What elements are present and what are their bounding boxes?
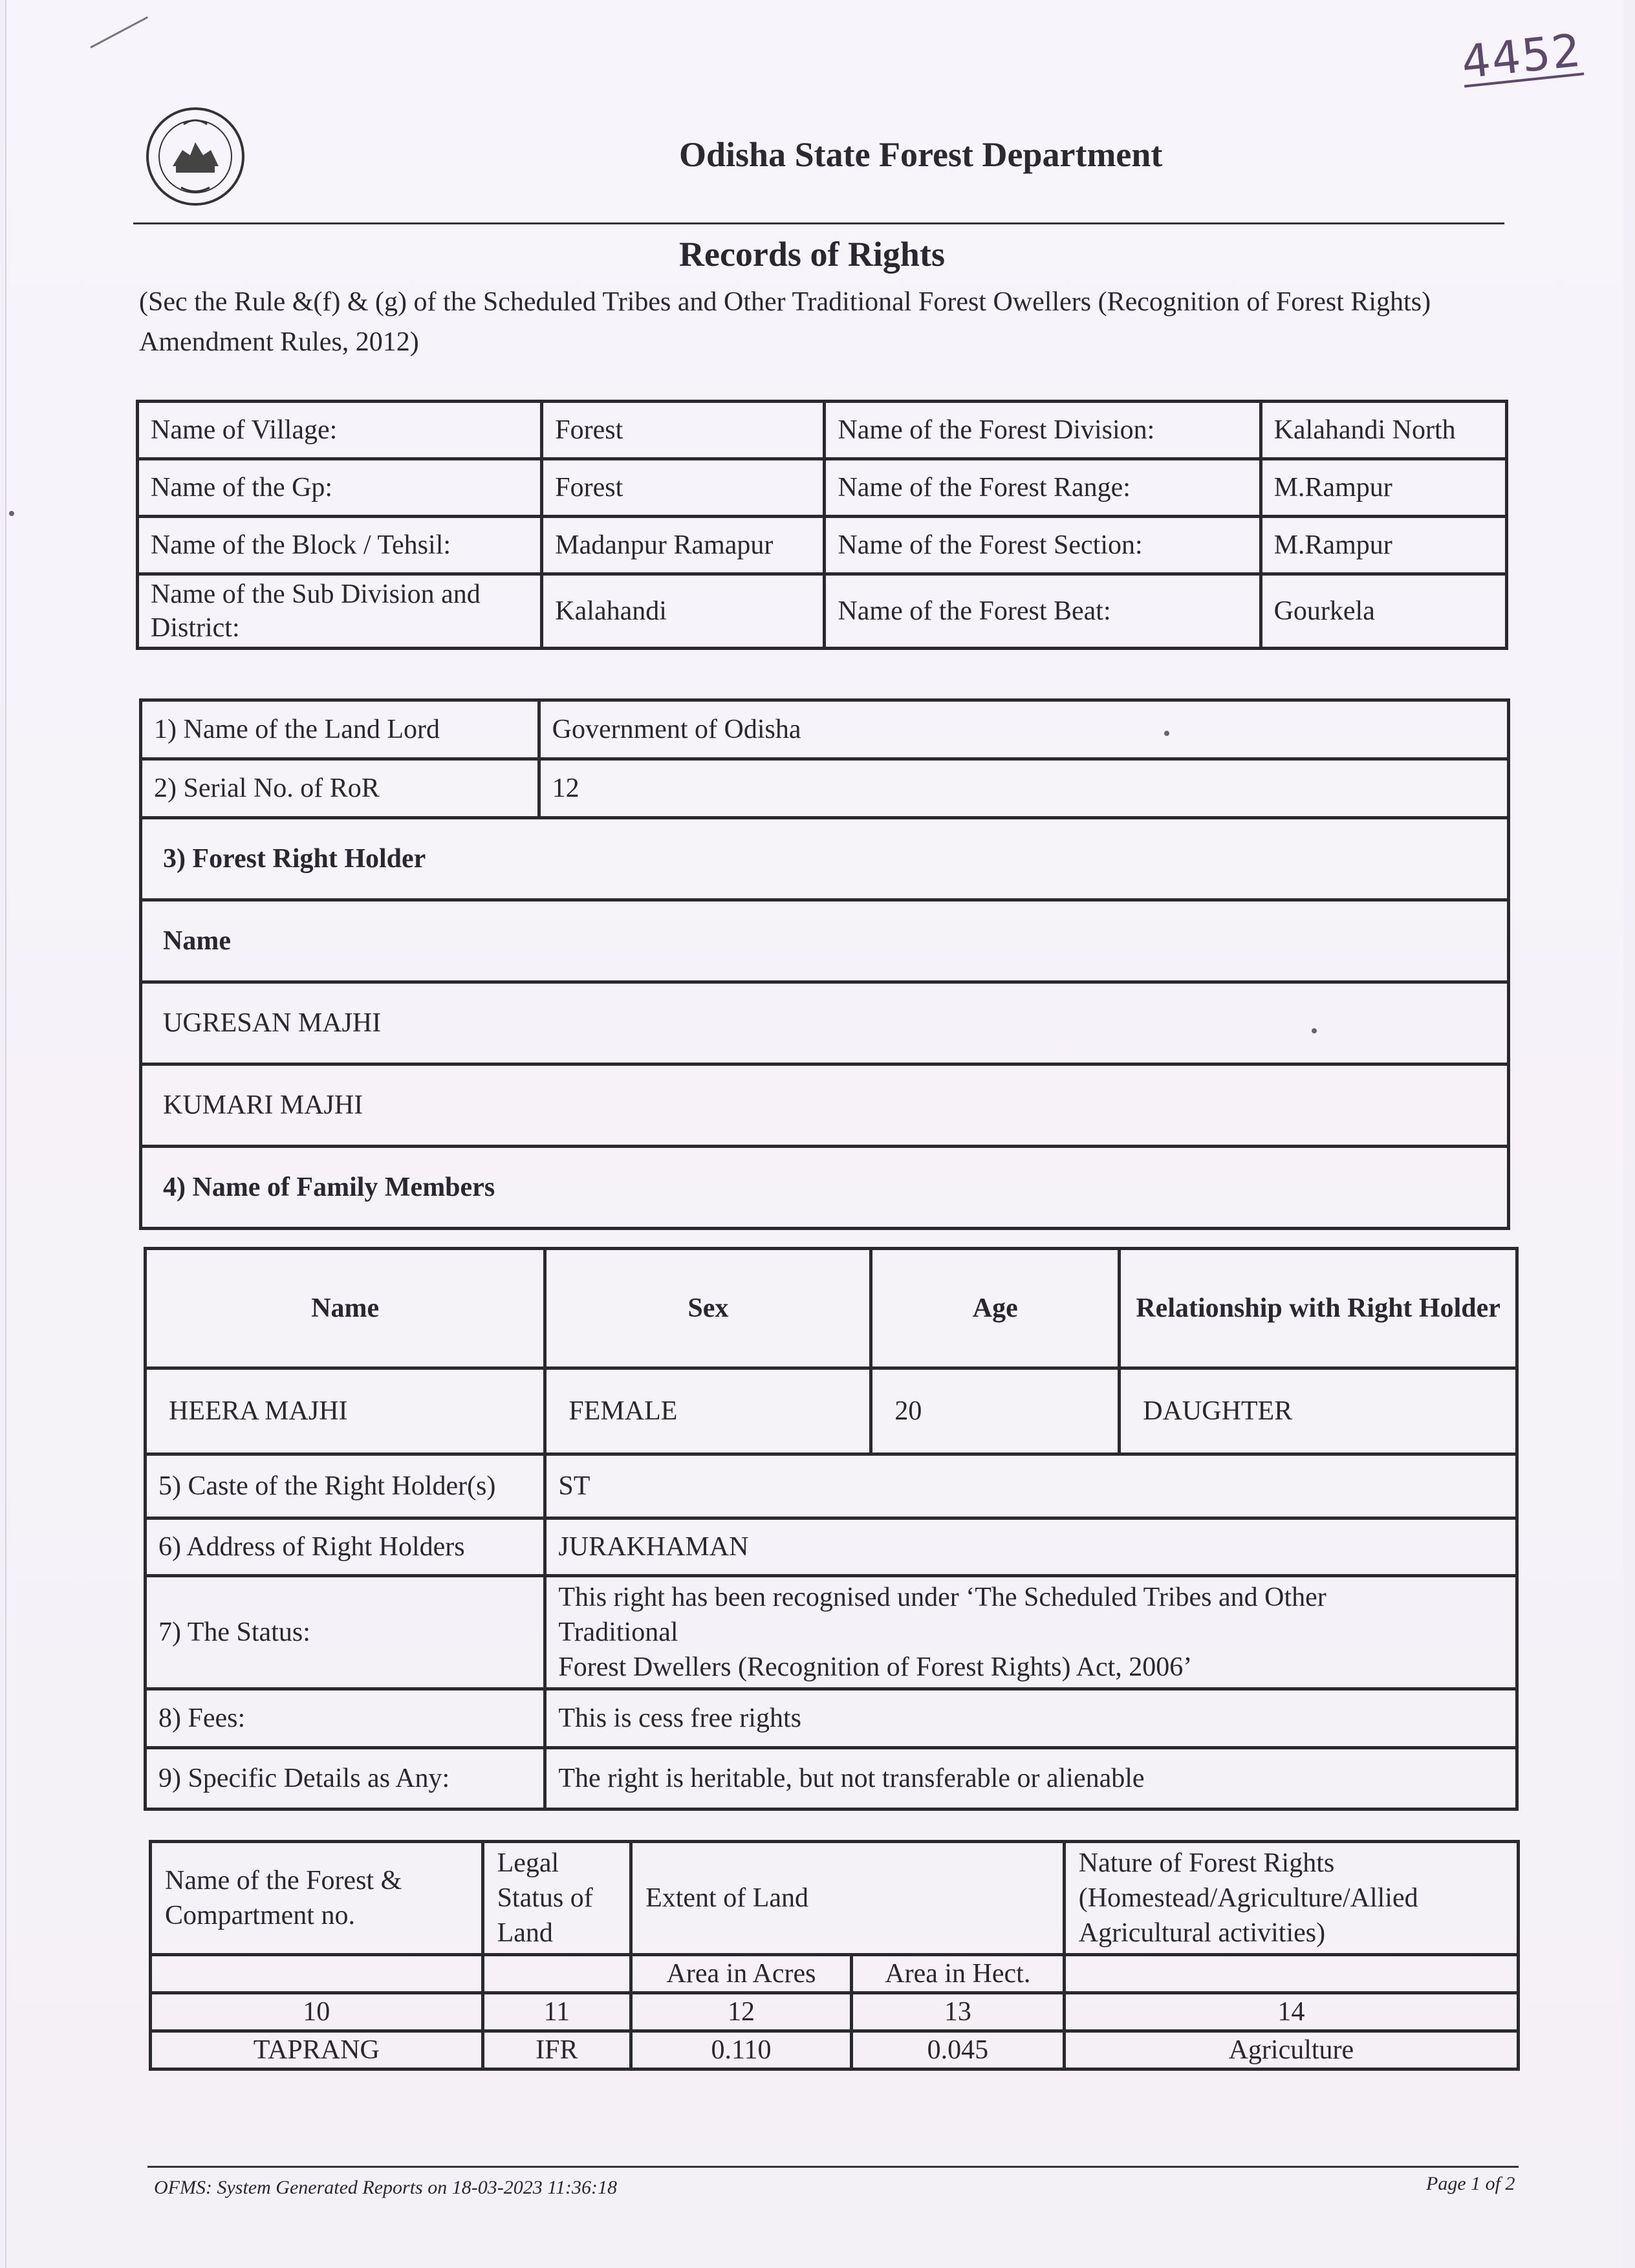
table-row [141, 818, 1509, 900]
status-value [545, 1576, 1517, 1689]
nature-cell: Agriculture [1064, 2031, 1518, 2069]
document-subtitle: (Sec the Rule &(f) & (g) of the Scheduled Tribes and Other Traditional Forest Owellers (Recognition of Forest Rights) Amendment Rules, 2012) [139, 287, 1431, 357]
department-title: Odisha State Forest Department [679, 135, 1163, 174]
nature-header: Nature of Forest Rights (Homestead/Agriculture/Allied Agricultural activities) [1064, 1842, 1518, 1955]
address-label: 6) Address of Right Holders [146, 1518, 545, 1576]
table-row [141, 759, 1509, 818]
status-line: This right has been recognised under ‘The Scheduled Tribes and Other [558, 1582, 1326, 1612]
table-row [151, 2031, 1519, 2069]
empty-cell [151, 1955, 483, 1993]
gp-label: Name of the Gp: [138, 459, 542, 517]
forest-division-value: Kalahandi North [1261, 402, 1506, 459]
land-table [149, 1840, 1520, 2071]
subdivision-value: Kalahandi [542, 574, 825, 649]
forest-compartment-header: Name of the Forest & Compartment no. [151, 1842, 483, 1955]
table-row [151, 1955, 1519, 1993]
family-sex-header: Sex [545, 1249, 871, 1368]
document-title: Records of Rights [679, 235, 945, 274]
family-table [144, 1247, 1519, 1811]
subdivision-label: Name of the Sub Division and District: [138, 574, 542, 649]
family-relationship-cell: DAUGHTER [1120, 1368, 1517, 1454]
forest-section-value: M.Rampur [1261, 517, 1506, 574]
family-heading: 4) Name of Family Members [141, 1147, 1509, 1229]
table-row [138, 459, 1507, 517]
empty-cell [482, 1955, 631, 1993]
table-row [151, 1993, 1519, 2031]
caste-label: 5) Caste of the Right Holder(s) [146, 1454, 545, 1518]
column-number: 14 [1064, 1993, 1518, 2031]
footer-generated-info: OFMS: System Generated Reports on 18-03-2023 11:36:18 [154, 2177, 617, 2198]
family-name-cell: HEERA MAJHI [146, 1368, 545, 1454]
table-row [141, 1147, 1509, 1229]
forest-range-label: Name of the Forest Range: [825, 459, 1261, 517]
speck [9, 511, 14, 516]
table-row [146, 1576, 1517, 1689]
acres-header: Area in Acres [631, 1955, 852, 1993]
table-row [141, 982, 1509, 1064]
village-value: Forest [542, 402, 825, 459]
document-page [5, 0, 1623, 2268]
table-row [146, 1368, 1517, 1454]
handwritten-number: 4452 [1459, 23, 1585, 89]
land-lord-label: 1) Name of the Land Lord [141, 700, 539, 759]
holder-name: UGRESAN MAJHI [141, 982, 1509, 1064]
area-acres-cell: 0.110 [631, 2031, 852, 2069]
table-row [146, 1249, 1517, 1368]
table-row [141, 900, 1509, 982]
forest-beat-label: Name of the Forest Beat: [825, 574, 1261, 649]
legal-status-header: Legal Status of Land [482, 1842, 631, 1955]
table-row [141, 1064, 1509, 1147]
table-row [138, 574, 1507, 649]
table-row [146, 1748, 1517, 1809]
pencil-mark [90, 16, 148, 49]
table-row [151, 1842, 1519, 1955]
table-row [138, 517, 1507, 574]
table-row [141, 700, 1509, 759]
family-sex-cell: FEMALE [545, 1368, 871, 1454]
fees-value: This is cess free rights [545, 1689, 1517, 1748]
serial-label: 2) Serial No. of RoR [141, 759, 539, 818]
village-label: Name of Village: [138, 402, 542, 459]
status-label: 7) The Status: [146, 1576, 545, 1689]
forest-division-label: Name of the Forest Division: [825, 402, 1261, 459]
forest-beat-value: Gourkela [1261, 574, 1506, 649]
status-line: Forest Dwellers (Recognition of Forest Rights) Act, 2006’ [558, 1652, 1193, 1682]
family-name-header: Name [146, 1249, 545, 1368]
legal-status-cell: IFR [482, 2031, 631, 2069]
specific-details-label: 9) Specific Details as Any: [146, 1748, 545, 1809]
table-row [138, 402, 1507, 459]
forest-section-label: Name of the Forest Section: [825, 517, 1261, 574]
gp-value: Forest [542, 459, 825, 517]
footer-page-number: Page 1 of 2 [1426, 2173, 1515, 2194]
block-value: Madanpur Ramapur [542, 517, 825, 574]
speck [1312, 1028, 1317, 1033]
status-line: Traditional [558, 1617, 678, 1647]
land-lord-value: Government of Odisha [539, 700, 1508, 759]
footer-divider [147, 2166, 1519, 2168]
fees-label: 8) Fees: [146, 1689, 545, 1748]
column-number: 10 [151, 1993, 483, 2031]
odisha-emblem-icon [144, 105, 247, 208]
family-age-cell: 20 [871, 1368, 1120, 1454]
specific-details-value: The right is heritable, but not transferable or alienable [545, 1748, 1517, 1809]
serial-value: 12 [539, 759, 1508, 818]
family-relationship-header: Relationship with Right Holder [1120, 1249, 1517, 1368]
column-number: 11 [482, 1993, 631, 2031]
name-heading: Name [141, 900, 1509, 982]
table-row [146, 1454, 1517, 1518]
area-hect-cell: 0.045 [851, 2031, 1064, 2069]
empty-cell [1064, 1955, 1518, 1993]
family-age-header: Age [871, 1249, 1120, 1368]
column-number: 12 [631, 1993, 852, 2031]
holder-name: KUMARI MAJHI [141, 1064, 1509, 1147]
location-table [136, 400, 1508, 650]
forest-range-value: M.Rampur [1261, 459, 1506, 517]
forest-name-cell: TAPRANG [151, 2031, 483, 2069]
header-divider [133, 222, 1504, 224]
hect-header: Area in Hect. [851, 1955, 1064, 1993]
caste-value: ST [545, 1454, 1517, 1518]
speck [1164, 731, 1169, 736]
right-holder-table [139, 698, 1510, 1230]
table-row [146, 1689, 1517, 1748]
table-row [146, 1518, 1517, 1576]
block-label: Name of the Block / Tehsil: [138, 517, 542, 574]
address-value: JURAKHAMAN [545, 1518, 1517, 1576]
holder-heading: 3) Forest Right Holder [141, 818, 1509, 900]
column-number: 13 [851, 1993, 1064, 2031]
extent-header: Extent of Land [631, 1842, 1065, 1955]
